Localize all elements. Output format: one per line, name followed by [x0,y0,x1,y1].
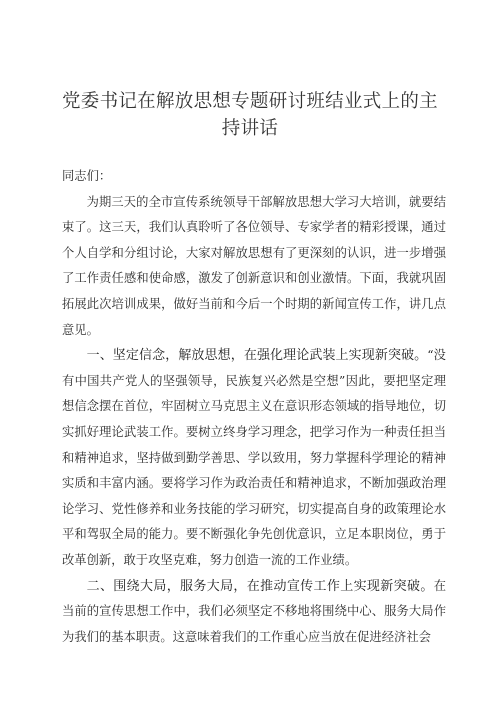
paragraph-section-1 [62,343,446,573]
paragraph-section-2 [62,574,446,651]
paragraph-text: 在当前的宣传思想工作中，我们必须坚定不移地将围绕中心、服务大局作为我们的基本职责。这意味着我们的工作重心应当放在促进经济社会 [62,578,446,644]
paragraph-text: “没有中国共产党人的坚强领导，民族复兴必然是空想”因此，要把坚定理想信念摆在首位，牢固树立马克思主义在意识形态领域的指导地位，切实抓好理论武装工作。要树立终身学习理念，把学习作为一种责任担当和精神追求，坚持做到勤学善思、学以致用，努力掌握科学理论的精神实质和丰富内涵。要将学习作为政治责任和精神追求，不断加强政治理论学习、党性修养和业务技能的学习研究，切实提高自身的政策理论水平和驾驭全局的能力。要不断强化争先创优意识，立足本职岗位，勇于改革创新，敢于攻坚克难，努力创造一流的工作业绩。 [62,348,446,567]
section-heading: 一、坚定信念，解放思想，在强化理论武装上实现新突破。 [86,348,428,364]
paragraph-text: 为期三天的全市宣传系统领导干部解放思想大学习大培训，就要结束了。这三天，我们认真聆听了各位领导、专家学者的精彩授课，通过个人自学和分组讨论，大家对解放思想有了更深刻的认识，进一步增强了工作责任感和使命感，激发了创新意识和创业激情。下面，我就巩固拓展此次培训成果，做好当前和今后一个时期的新闻宣传工作，讲几点意见。 [62,194,446,337]
document-body [62,164,446,650]
paragraph-intro [62,190,446,344]
salutation: 同志们： [62,169,112,183]
section-heading: 二、围绕大局，服务大局，在推动宣传工作上实现新突破。 [86,578,434,594]
document-title: 党委书记在解放思想专题研讨班结业式上的主持讲话 [61,91,438,139]
